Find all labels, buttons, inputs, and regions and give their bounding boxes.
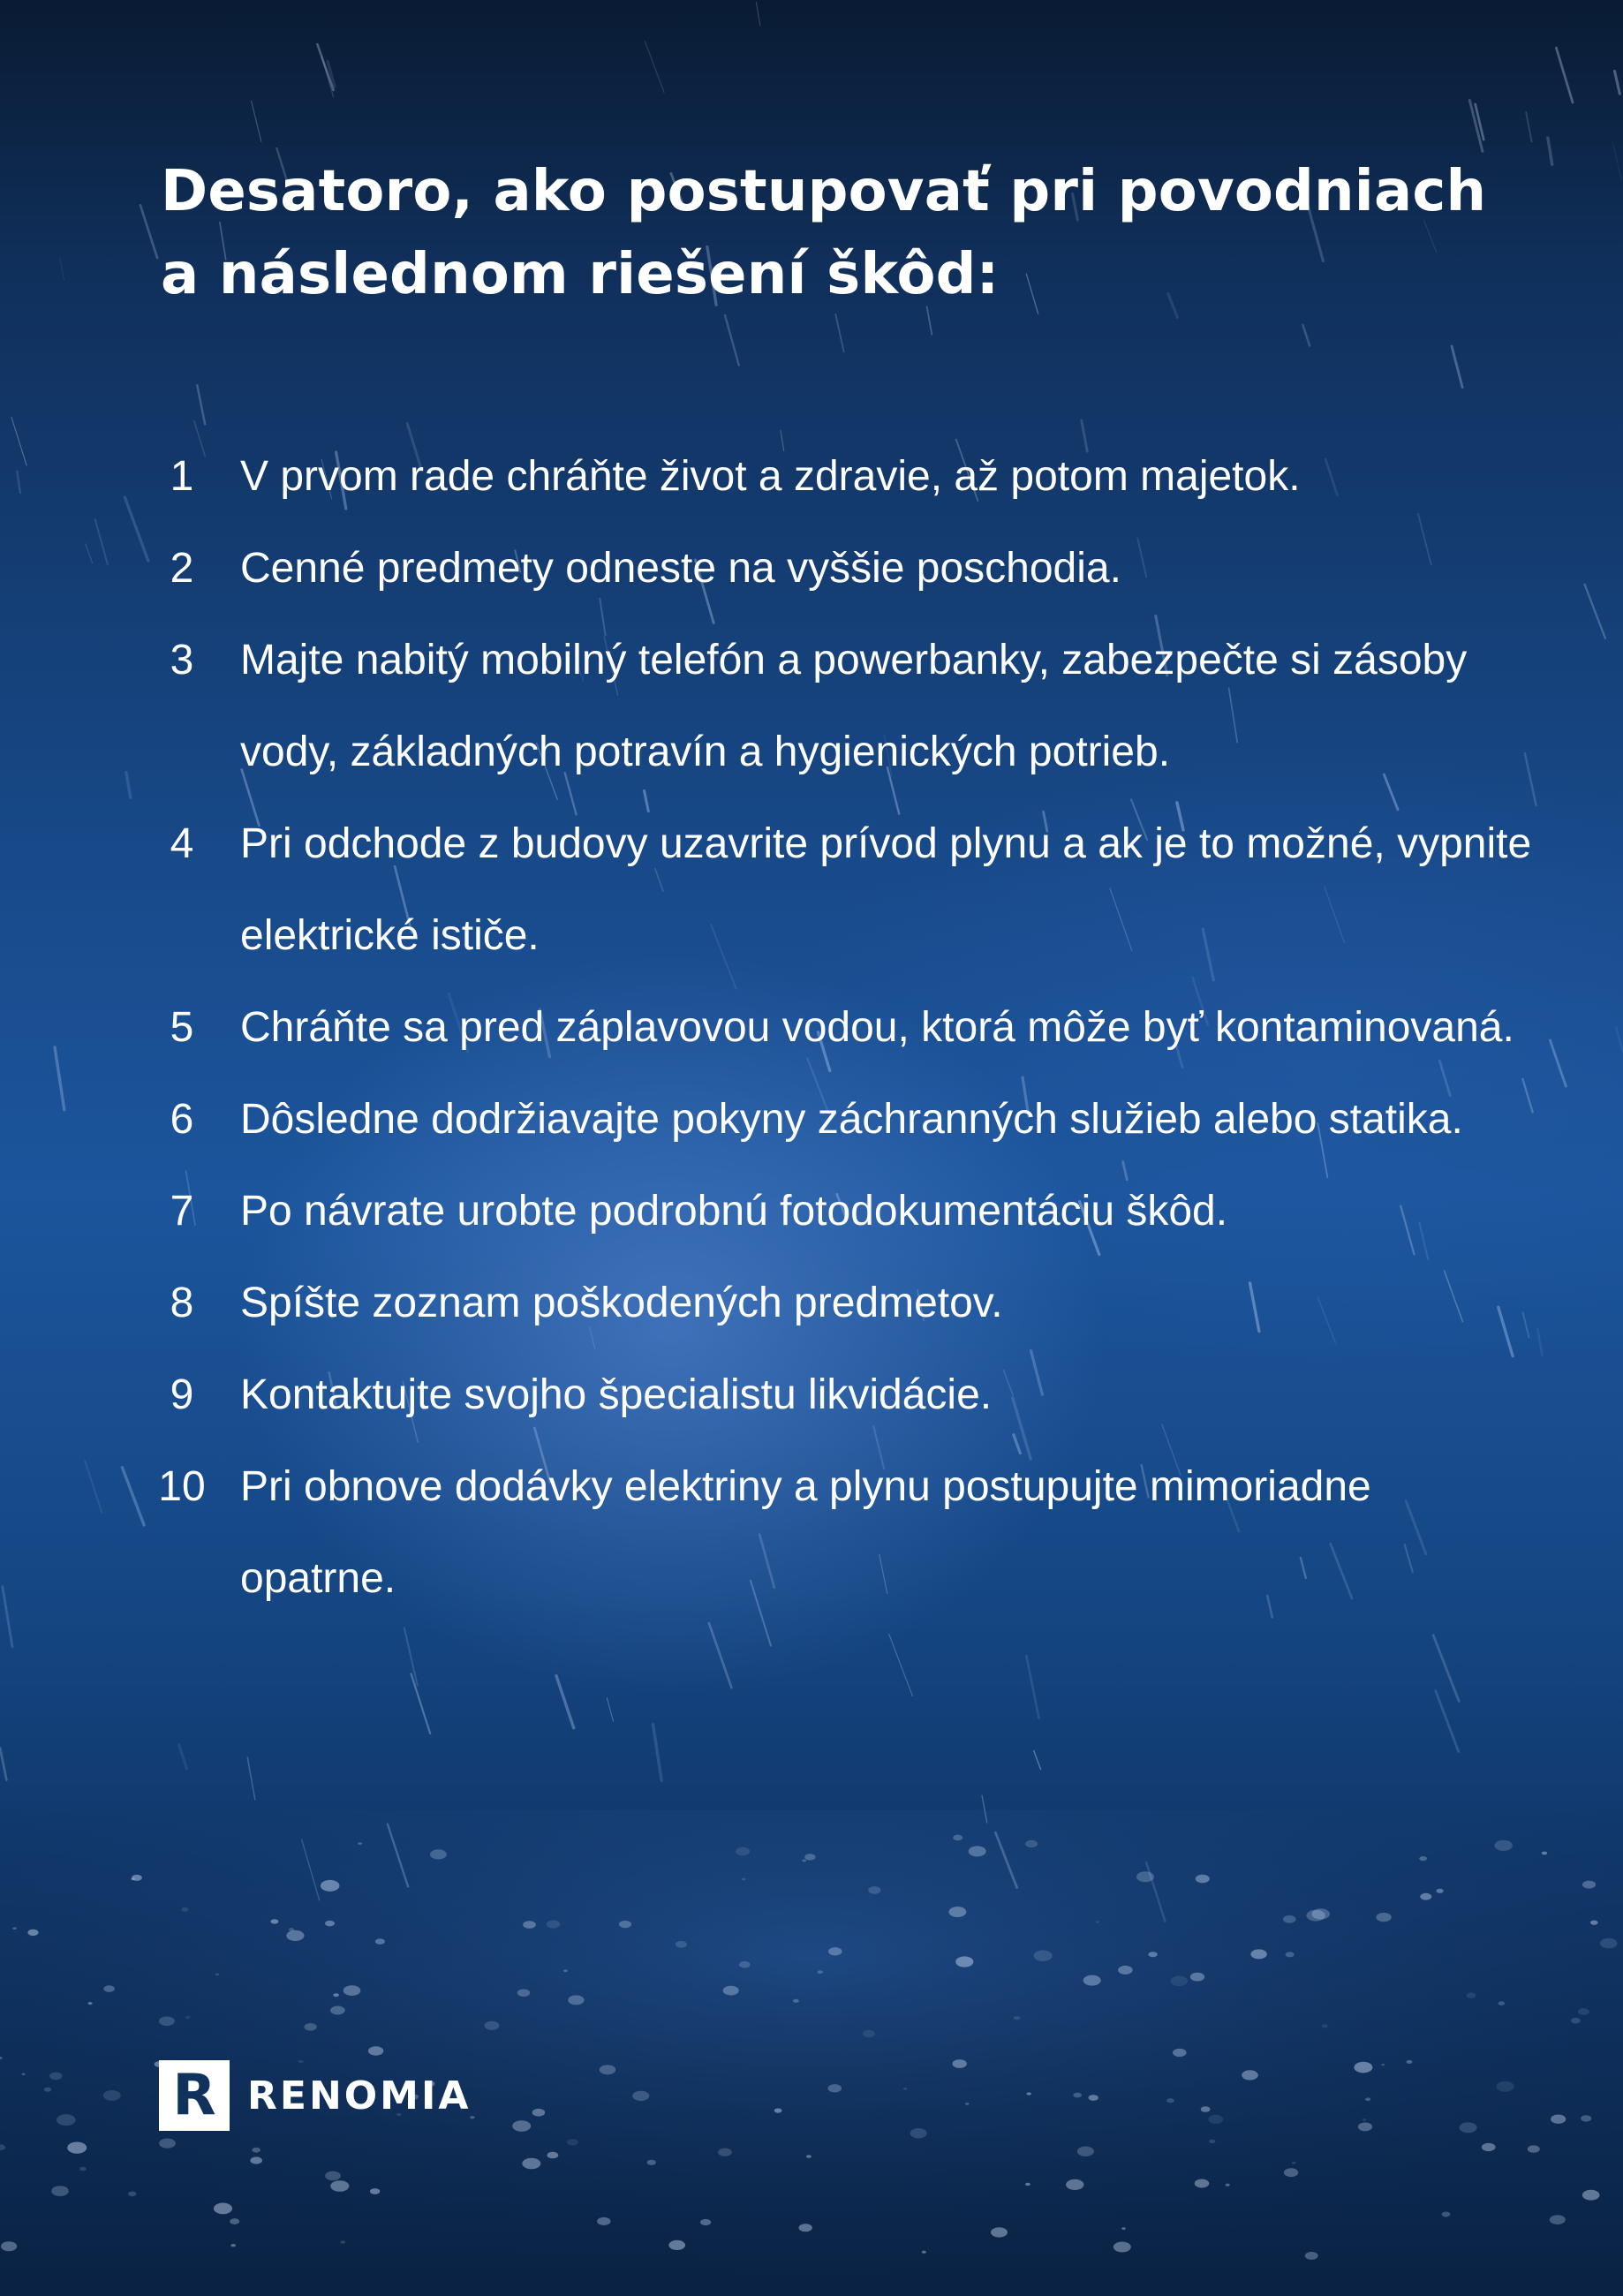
step-number: 1: [170, 453, 194, 500]
steps-list: [124, 431, 1536, 1625]
renomia-logo: [159, 2059, 471, 2132]
poster-title: [161, 150, 1538, 316]
step-text: Dôsledne dodržiavajte pokyny záchranných služieb alebo statika.: [240, 1096, 1463, 1143]
title-line-2: a následnom riešení škôd:: [161, 242, 1000, 307]
step-number: 8: [170, 1280, 194, 1326]
step-text: Majte nabitý mobilný telefón a powerbanky, zabezpečte si zásoby vody, základných potravín a hygienických potrieb.: [240, 637, 1468, 775]
step-item: [124, 1441, 1536, 1625]
step-number: 6: [170, 1096, 194, 1143]
step-text: Spíšte zoznam poškodených predmetov.: [240, 1280, 1003, 1326]
logo-mark-letter: R: [172, 2063, 216, 2128]
step-number: 3: [170, 637, 194, 684]
step-item: [124, 523, 1536, 615]
step-item: [124, 1074, 1536, 1166]
step-item: [124, 1258, 1536, 1349]
step-number: 9: [170, 1371, 194, 1418]
step-number: 2: [170, 545, 194, 592]
step-text: Cenné predmety odneste na vyššie poschodia.: [240, 545, 1121, 592]
step-item: [124, 798, 1536, 982]
step-item: [124, 431, 1536, 523]
step-text: Kontaktujte svojho špecialistu likvidácie.: [240, 1371, 993, 1418]
step-item: [124, 1166, 1536, 1258]
step-text: V prvom rade chráňte život a zdravie, až potom majetok.: [240, 453, 1301, 500]
step-number: 7: [170, 1188, 194, 1235]
logo-mark-icon: [159, 2060, 230, 2131]
step-text: Po návrate urobte podrobnú fotodokumentáciu škôd.: [240, 1188, 1228, 1235]
title-line-1: Desatoro, ako postupovať pri povodniach: [161, 159, 1487, 224]
step-number: 4: [170, 820, 194, 867]
step-number: 10: [158, 1463, 206, 1510]
step-item: [124, 615, 1536, 798]
step-text: Chráňte sa pred záplavovou vodou, ktorá môže byť kontaminovaná.: [240, 1004, 1514, 1051]
step-text: Pri obnove dodávky elektriny a plynu postupujte mimoriadne opatrne.: [240, 1463, 1371, 1602]
step-item: [124, 1349, 1536, 1441]
step-text: Pri odchode z budovy uzavrite prívod plynu a ak je to možné, vypnite elektrické ističe.: [240, 820, 1532, 959]
step-item: [124, 982, 1536, 1074]
step-number: 5: [170, 1004, 194, 1051]
logo-wordmark: RENOMIA: [247, 2073, 472, 2119]
